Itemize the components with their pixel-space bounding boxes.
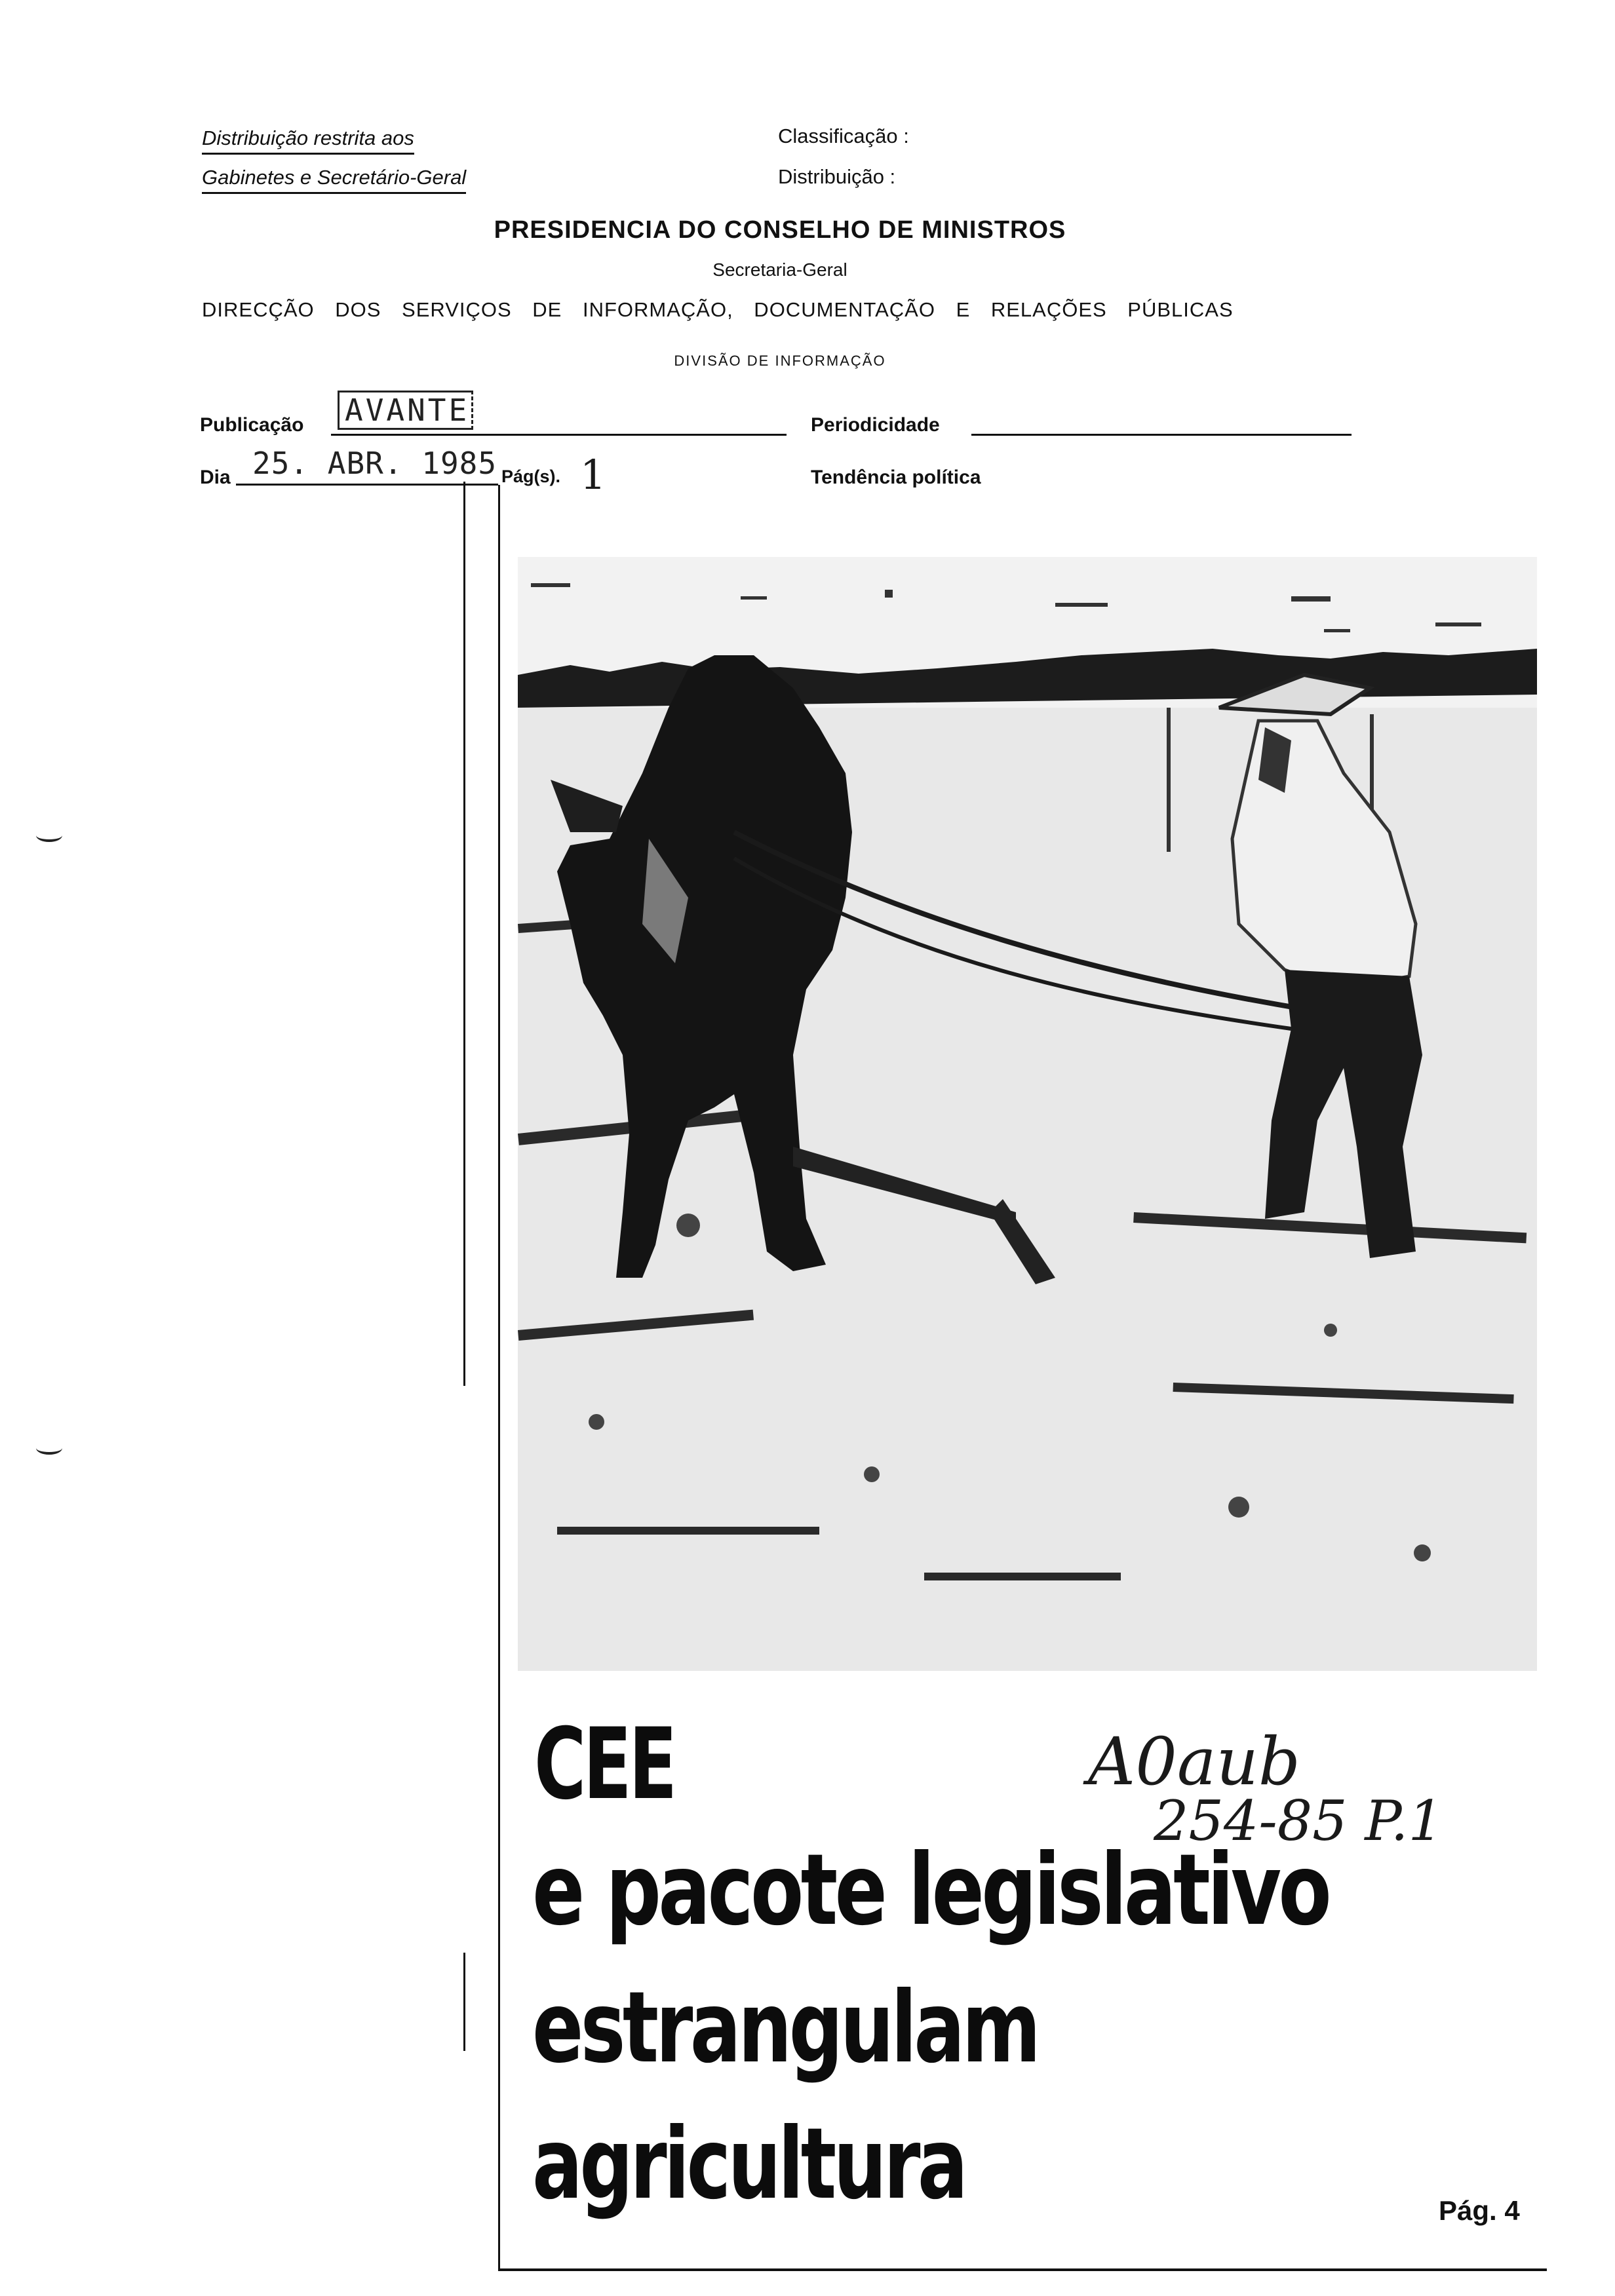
vertical-rule-clipping [498, 485, 500, 2270]
headline-line2: e pacote legislativo [532, 1833, 1329, 1947]
margin-hole-mark-upper [36, 829, 62, 842]
vertical-rule-left [463, 482, 465, 1386]
headline-line4: agricultura [532, 2107, 965, 2221]
pags-label: Pág(s). [501, 467, 561, 486]
classificacao-label: Classificação : [778, 124, 909, 147]
distribuicao-label: Distribuição : [778, 165, 896, 188]
dia-label: Dia [200, 467, 231, 488]
institution-title: PRESIDENCIA DO CONSELHO DE MINISTROS [494, 216, 1066, 244]
dia-line-tail [456, 484, 498, 486]
handwritten-reference-line2: 254-85 P.1 [1154, 1789, 1443, 1853]
periodicidade-label: Periodicidade [811, 414, 940, 436]
headline-line3: estrangulam [532, 1971, 1038, 2085]
margin-hole-mark-lower [36, 1442, 62, 1455]
tendencia-label: Tendência política [811, 467, 981, 488]
headline-line1: CEE [534, 1708, 674, 1822]
page-reference: Pág. 4 [1439, 2195, 1520, 2226]
dia-date-stamp: 25. ABR. 1985 [252, 446, 497, 481]
dia-line [236, 484, 456, 486]
publicacao-line [331, 434, 787, 436]
clipping-bottom-rule [498, 2268, 1547, 2271]
publicacao-label: Publicação [200, 414, 304, 436]
vertical-rule-left-lower [463, 1953, 465, 2051]
photo-ploughing [518, 557, 1537, 1671]
secretaria-geral: Secretaria-Geral [712, 259, 847, 280]
restricted-distribution-line1: Distribuição restrita aos [202, 126, 414, 155]
divisao-informacao: DIVISÃO DE INFORMAÇÃO [674, 353, 886, 369]
periodicidade-line [971, 434, 1352, 436]
direccao-line: DIRECÇÃO DOS SERVIÇOS DE INFORMAÇÃO, DOCUMENTAÇÃO E RELAÇÕES PÚBLICAS [202, 298, 1234, 321]
handwritten-reference-line1: A0aub [1088, 1723, 1300, 1800]
restricted-distribution-line2: Gabinetes e Secretário-Geral [202, 166, 466, 194]
publicacao-stamp: AVANTE [338, 391, 473, 430]
pags-value: 1 [580, 451, 606, 499]
